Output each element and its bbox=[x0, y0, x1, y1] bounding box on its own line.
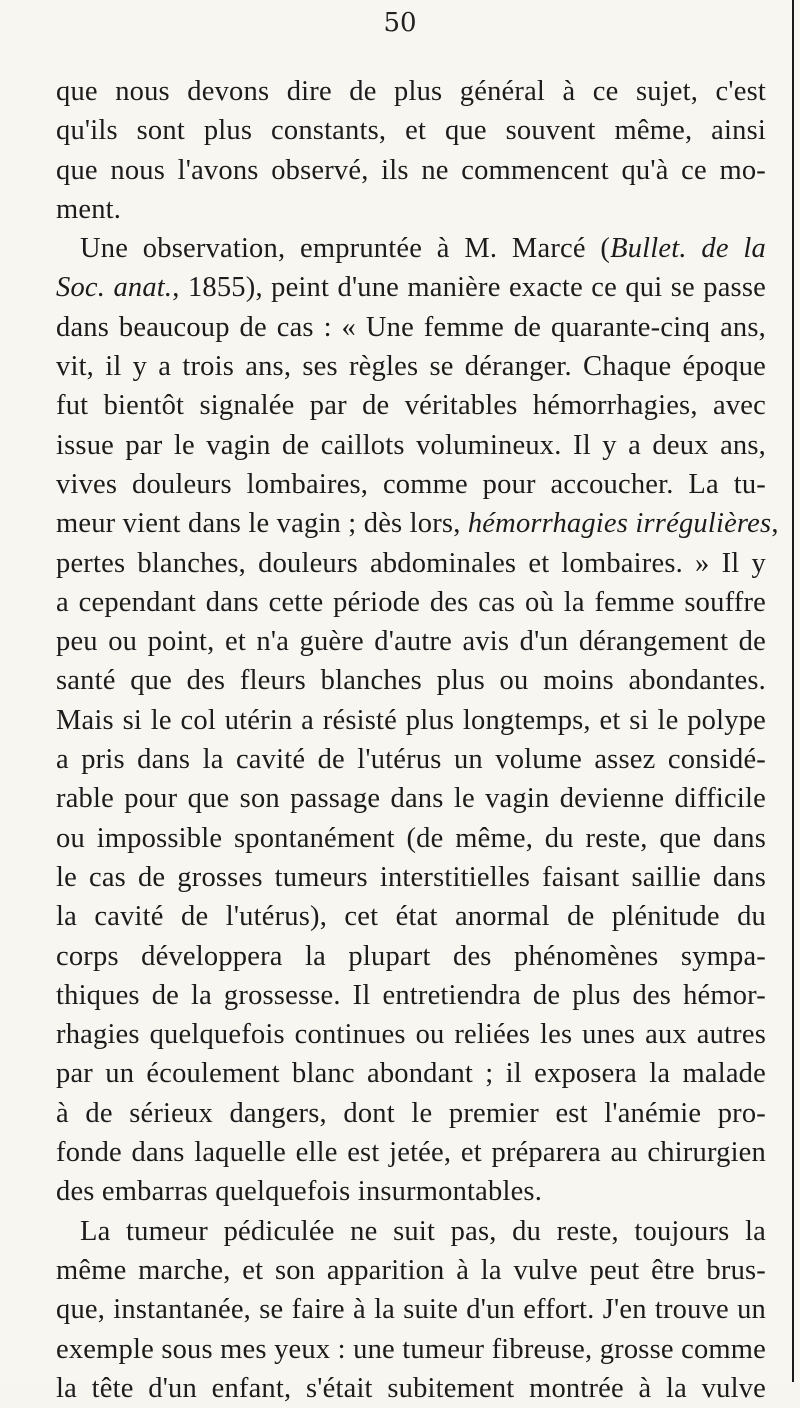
text-segment: ou impossible spontanément (de même, du reste, que dans bbox=[56, 822, 766, 854]
text-segment: Mais si le col utérin a résisté plus longtemps, et si le polype bbox=[56, 704, 766, 736]
text-line bbox=[56, 1133, 766, 1172]
text-line bbox=[56, 229, 766, 268]
text-segment: issue par le vagin de caillots volumineux. Il y a deux ans, bbox=[56, 429, 766, 461]
text-segment: rable pour que son passage dans le vagin devienne difficile bbox=[56, 783, 766, 815]
text-line bbox=[56, 111, 766, 150]
text-segment: que nous devons dire de plus général à ce sujet, c'est bbox=[56, 76, 766, 107]
text-segment: pertes blanches, douleurs abdominales et lombaires. » Il y bbox=[56, 547, 766, 579]
text-line bbox=[56, 386, 766, 425]
text-line bbox=[56, 622, 766, 661]
text-line bbox=[56, 1094, 766, 1133]
text-segment: rhagies quelquefois continues ou reliées les unes aux autres bbox=[56, 1019, 766, 1051]
page-number: 50 bbox=[383, 8, 417, 38]
text-line bbox=[56, 308, 766, 347]
text-segment: que, instantanée, se faire à la suite d'un effort. J'en trouve un bbox=[56, 1294, 766, 1326]
text-line bbox=[56, 1172, 766, 1211]
body-text bbox=[56, 72, 779, 1408]
page-edge bbox=[792, 0, 794, 1382]
text-segment: que nous l'avons observé, ils ne commencent qu'à ce mo- bbox=[56, 154, 766, 186]
text-segment: corps développera la plupart des phénomènes sympa- bbox=[56, 940, 766, 972]
text-line bbox=[56, 740, 766, 779]
text-segment: a cependant dans cette période des cas où la femme souffre bbox=[56, 586, 766, 618]
text-segment: des embarras quelquefois insurmontables. bbox=[56, 1176, 543, 1208]
text-segment: vives douleurs lombaires, comme pour accoucher. La tu- bbox=[56, 468, 766, 500]
text-line bbox=[56, 544, 766, 583]
text-line bbox=[56, 819, 766, 858]
text-segment: la cavité de l'utérus), cet état anormal de plénitude du bbox=[56, 901, 766, 933]
text-segment: la tête d'un enfant, s'était subitement montrée à la vulve bbox=[56, 1372, 766, 1404]
text-line bbox=[56, 661, 766, 700]
text-segment: , 1855), peint d'une manière exacte ce qui se passe bbox=[172, 272, 766, 304]
text-line bbox=[56, 151, 766, 190]
text-segment: ment. bbox=[56, 193, 122, 225]
text-line bbox=[56, 190, 766, 229]
text-segment: par un écoulement blanc abondant ; il exposera la malade bbox=[56, 1058, 766, 1090]
text-line bbox=[56, 858, 766, 897]
text-segment: exemple sous mes yeux : une tumeur fibreuse, grosse comme bbox=[56, 1333, 766, 1365]
text-line bbox=[56, 779, 766, 818]
text-segment: meur vient dans le vagin ; dès lors, bbox=[56, 508, 468, 540]
text-line bbox=[56, 504, 779, 543]
text-line bbox=[56, 1330, 766, 1369]
text-line bbox=[56, 1290, 766, 1329]
text-line bbox=[56, 465, 766, 504]
text-line bbox=[56, 72, 766, 111]
italic-text: Bullet. de la bbox=[610, 233, 766, 265]
text-line bbox=[56, 897, 766, 936]
italic-text: hémorrhagies irrégulières bbox=[467, 508, 772, 540]
text-line bbox=[56, 1015, 766, 1054]
text-line bbox=[56, 701, 766, 740]
text-line bbox=[56, 268, 766, 307]
text-segment: le cas de grosses tumeurs interstitielles faisant saillie dans bbox=[56, 861, 766, 893]
text-segment: à de sérieux dangers, dont le premier est l'anémie pro- bbox=[56, 1097, 766, 1129]
text-segment: peu ou point, et n'a guère d'autre avis d'un dérangement de bbox=[56, 626, 766, 658]
text-segment: santé que des fleurs blanches plus ou moins abondantes. bbox=[56, 665, 766, 697]
text-line bbox=[56, 1369, 766, 1408]
text-line bbox=[56, 937, 766, 976]
text-segment: dans beaucoup de cas : « Une femme de quarante-cinq ans, bbox=[56, 311, 766, 343]
text-segment: Une observation, empruntée à M. Marcé ( bbox=[80, 233, 611, 265]
text-line bbox=[56, 426, 766, 465]
text-segment: même marche, et son apparition à la vulve peut être brus- bbox=[56, 1254, 766, 1286]
text-line bbox=[56, 1054, 766, 1093]
text-segment: La tumeur pédiculée ne suit pas, du reste, toujours la bbox=[80, 1215, 766, 1247]
text-segment: , bbox=[771, 508, 779, 540]
text-segment: fonde dans laquelle elle est jetée, et préparera au chirurgien bbox=[56, 1137, 766, 1169]
text-segment: vit, il y a trois ans, ses règles se déranger. Chaque époque bbox=[56, 351, 766, 383]
text-segment: a pris dans la cavité de l'utérus un volume assez considé- bbox=[56, 744, 766, 776]
text-segment: qu'ils sont plus constants, et que souvent même, ainsi bbox=[56, 115, 766, 147]
text-line bbox=[56, 976, 766, 1015]
text-line bbox=[56, 583, 766, 622]
text-line bbox=[56, 347, 766, 386]
italic-text: Soc. anat. bbox=[56, 272, 173, 304]
text-segment: fut bientôt signalée par de véritables hémorrhagies, avec bbox=[56, 390, 766, 422]
text-line bbox=[56, 1251, 766, 1290]
text-segment: thiques de la grossesse. Il entretiendra de plus des hémor- bbox=[56, 979, 766, 1011]
text-line bbox=[56, 1212, 766, 1251]
